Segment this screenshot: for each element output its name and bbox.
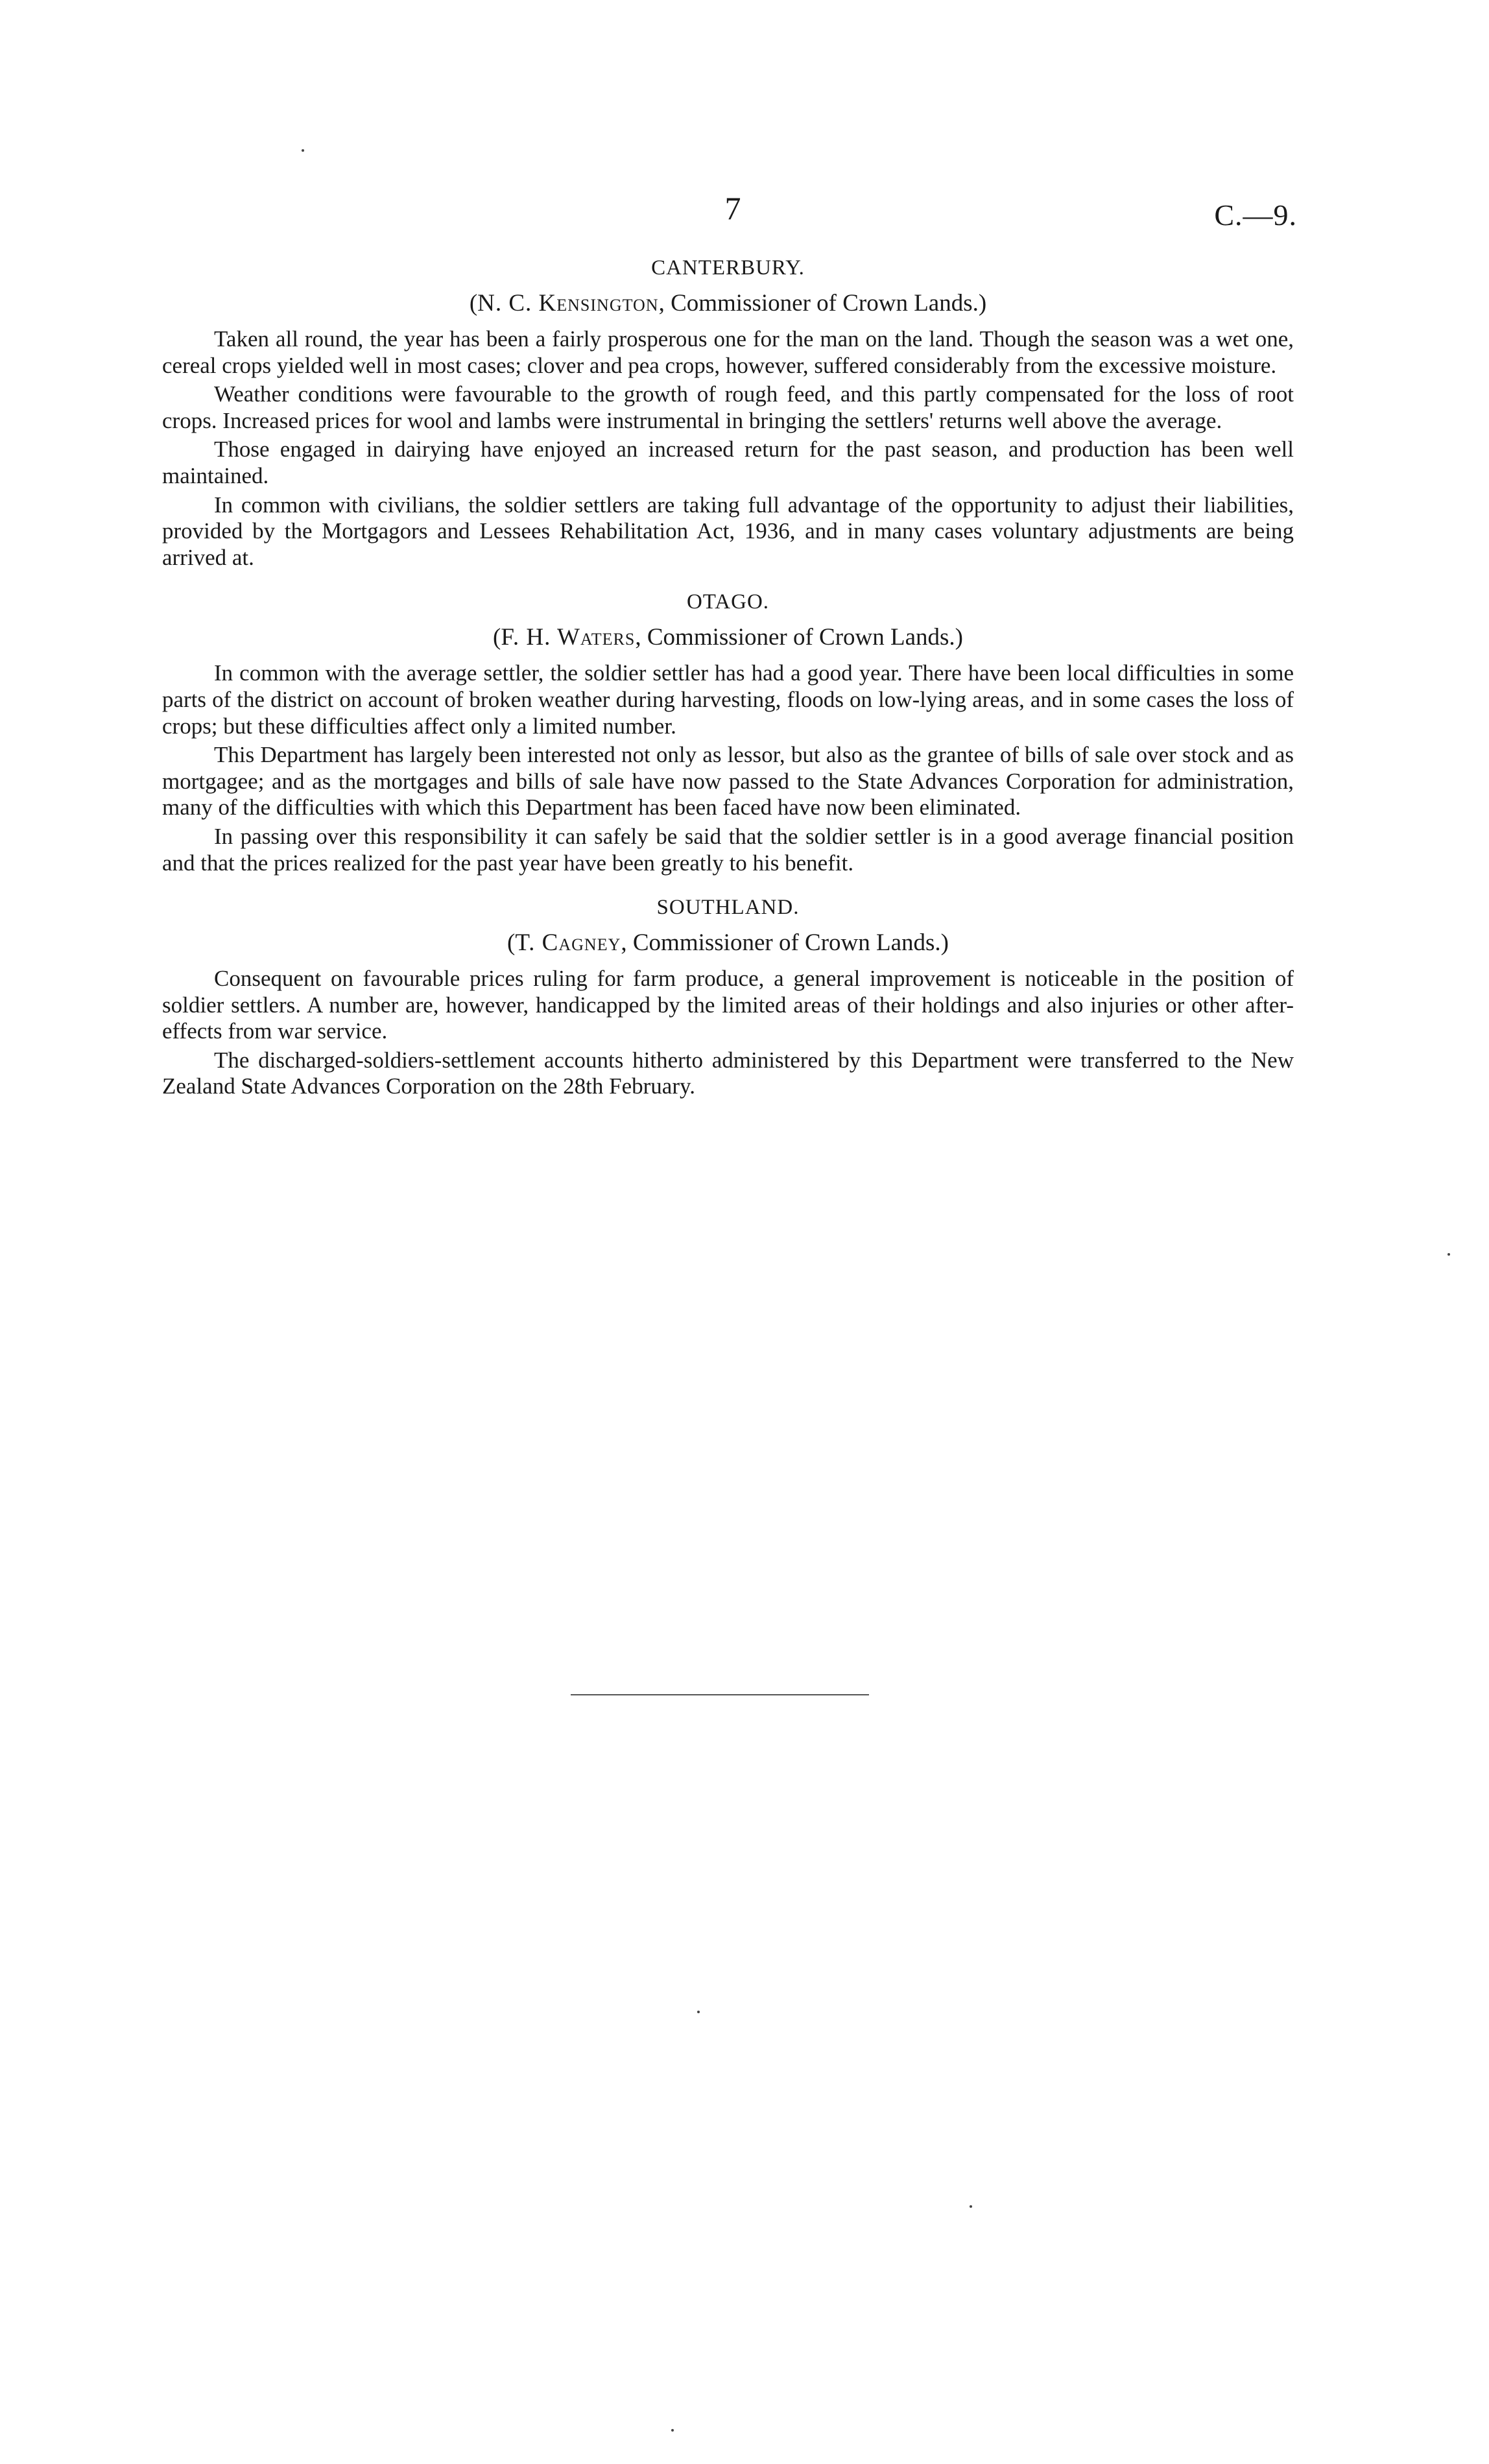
section-title: CANTERBURY. [651,256,805,280]
paragraph: Taken all round, the year has been a fairly prosperous one for the man on the land. Though the season was a wet one, cereal crops yielded well in most cases; clover and pea crops, however, suffered considerably from the excessive moisture. [162,326,1294,378]
page-body [162,256,1294,1119]
scan-speck [1447,1253,1450,1256]
paragraph: In common with the average settler, the soldier settler has had a good year. There have been local difficulties in some parts of the district on account of broken weather during harvesting, floods on low-lying areas, and in some cases the loss of crops; but these difficulties affect only a limited number. [162,660,1294,739]
commissioner-name: N. C. Kensington [477,290,659,317]
scan-speck [697,2011,700,2013]
commissioner-title: , Commissioner of Crown Lands.) [621,929,949,957]
section-canterbury [162,256,1294,571]
paragraph: In passing over this responsibility it can safely be said that the soldier settler is in a good average financial position and that the prices realized for the past year have been greatly to his benefit. [162,823,1294,876]
paragraph: In common with civilians, the soldier settlers are taking full advantage of the opportunity to adjust their liabilities, provided by the Mortgagors and Lessees Rehabilitation Act, 1936, and in many cases voluntary adjustments are being arrived at. [162,492,1294,570]
document-reference: C.—9. [1214,198,1297,232]
paragraph: The discharged-soldiers-settlement accounts hitherto administered by this Department were transferred to the New Zealand State Advances Corporation on the 28th February. [162,1047,1294,1099]
scan-speck [671,2429,674,2432]
paragraph: Consequent on favourable prices ruling for farm produce, a general improvement is noticeable in the position of soldier settlers. A number are, however, handicapped by the limited areas of their holdings and also injuries or other after-effects from war service. [162,966,1294,1044]
commissioner-title: , Commissioner of Crown Lands.) [635,624,963,651]
section-title: SOUTHLAND. [656,896,800,920]
commissioner-name: F. H. Waters [501,624,636,651]
commissioner-open-paren: ( [469,290,478,317]
paragraph: This Department has largely been interested not only as lessor, but also as the grantee of bills of sale over stock and as mortgagee; and as the mortgages and bills of sale have now passed to the State Advances Corporation for administration, many of the difficulties with which this Department has been faced have now been eliminated. [162,742,1294,820]
paragraph: Weather conditions were favourable to the growth of rough feed, and this partly compensated for the loss of root crops. Increased prices for wool and lambs were instrumental in bringing the settlers' returns well above the average. [162,381,1294,433]
section-title: OTAGO. [686,590,770,614]
commissioner-line [162,289,1294,317]
commissioner-line [162,929,1294,957]
commissioner-open-paren: ( [507,929,516,957]
scan-speck [970,2205,972,2208]
page-number: 7 [724,190,741,226]
commissioner-open-paren: ( [492,624,501,651]
commissioner-title: , Commissioner of Crown Lands.) [658,290,987,317]
section-otago [162,590,1294,876]
scan-speck [302,149,304,152]
commissioner-name: T. Cagney [515,929,621,957]
section-southland [162,896,1294,1100]
commissioner-line [162,623,1294,651]
paragraph: Those engaged in dairying have enjoyed an increased return for the past season, and production has been well maintained. [162,437,1294,488]
end-rule [571,1694,869,1695]
